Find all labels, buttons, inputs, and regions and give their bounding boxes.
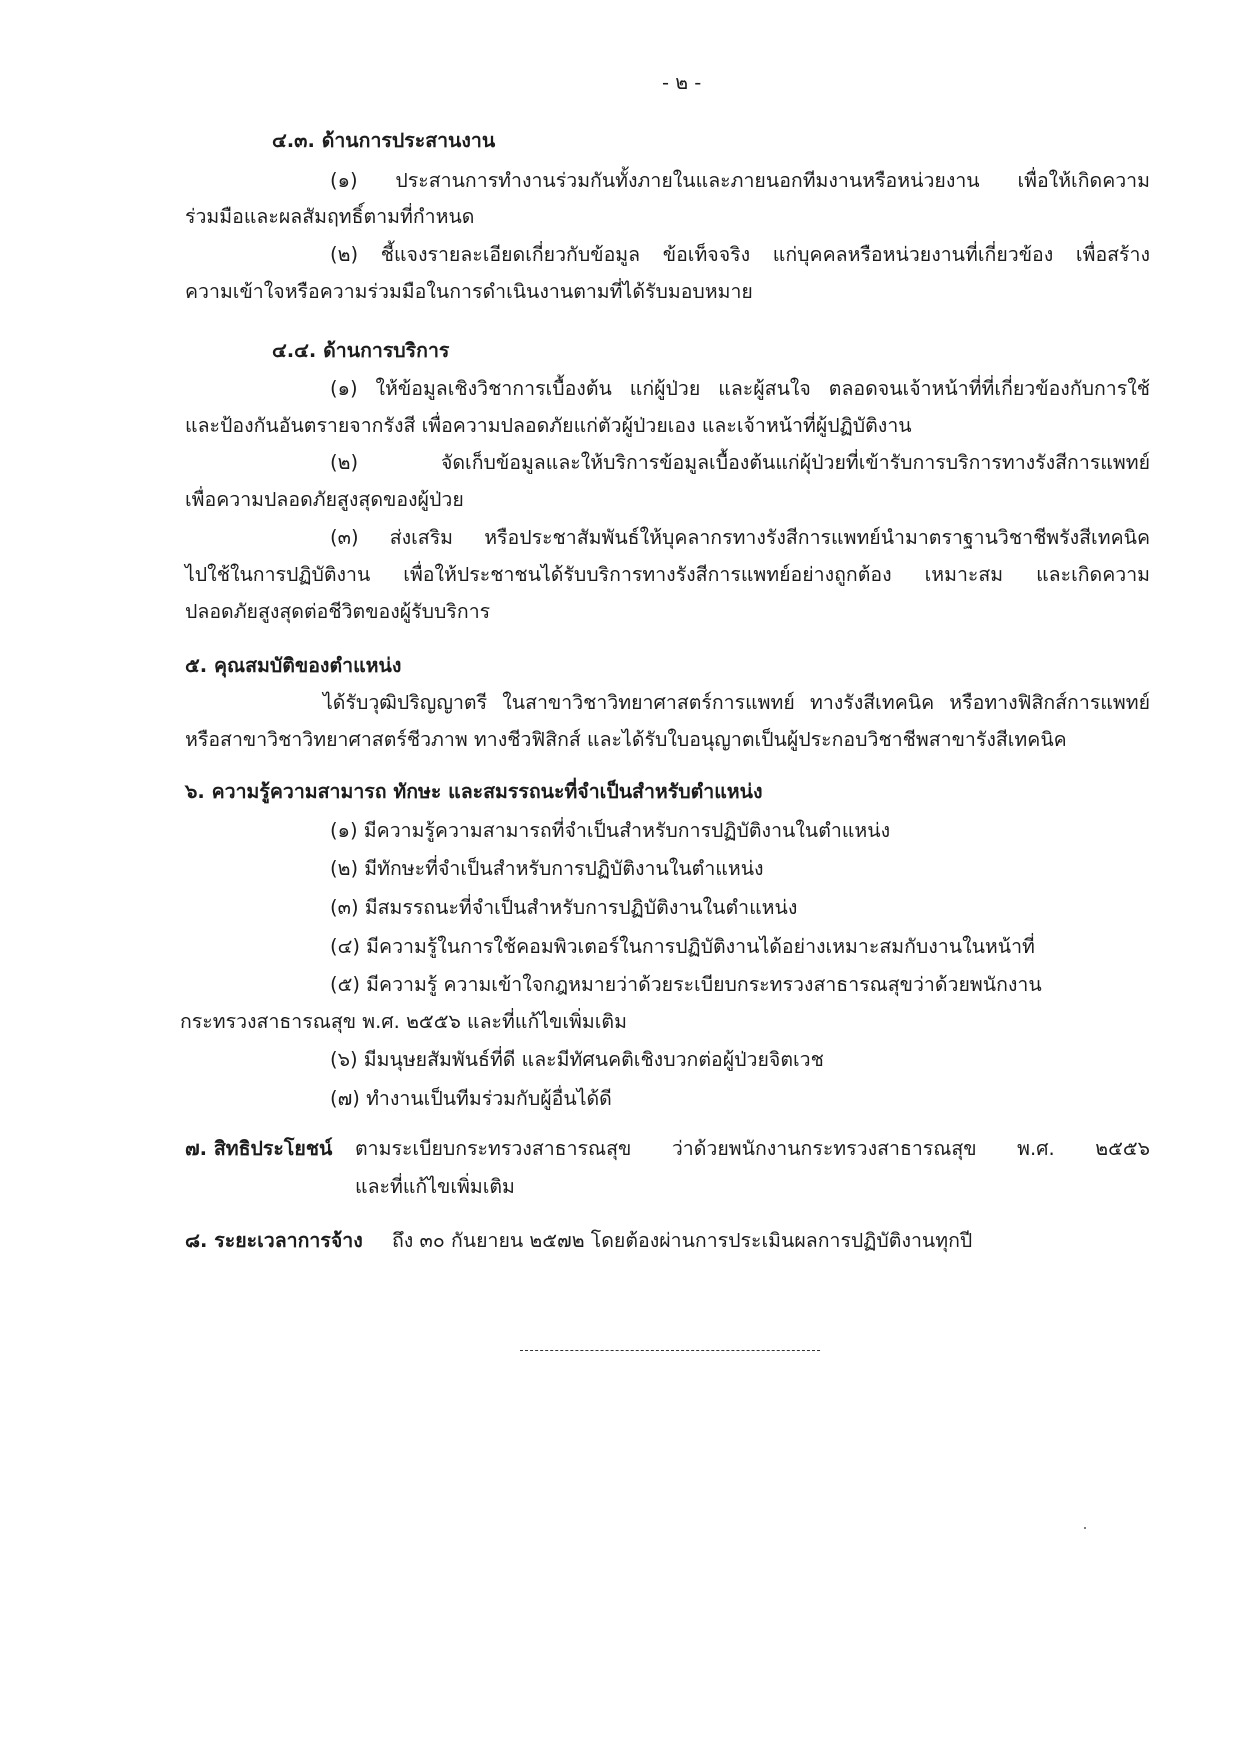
section-4-3-heading: ๔.๓. ด้านการประสานงาน [272, 129, 496, 152]
s6-item7: (๗) ทำงานเป็นทีมร่วมกับผู้อื่นได้ดี [330, 1087, 612, 1110]
s43-item1-line2: ร่วมมือและผลสัมฤทธิ์ตามที่กำหนด [185, 205, 475, 228]
s8-text: ถึง ๓๐ กันยายน ๒๕๗๒ โดยต้องผ่านการประเมินผลการปฏิบัติงานทุกปี [392, 1229, 973, 1252]
s44-item1-line1: (๑) ให้ข้อมูลเชิงวิชาการเบื้องต้น แก่ผู้ป่วย และผู้สนใจ ตลอดจนเจ้าหน้าที่ที่เกี่ยวข้องกับการใช้ [330, 377, 1150, 400]
s43-item1-line1: (๑) ประสานการทำงานร่วมกันทั้งภายในและภายนอกทีมงานหรือหน่วยงาน เพื่อให้เกิดความ [330, 169, 1150, 192]
section-8-heading: ๘. ระยะเวลาการจ้าง [185, 1229, 363, 1252]
end-divider [520, 1350, 820, 1351]
section-6-heading: ๖. ความรู้ความสามารถ ทักษะ และสมรรถนะที่จำเป็นสำหรับตำแหน่ง [185, 780, 763, 803]
s6-item2: (๒) มีทักษะที่จำเป็นสำหรับการปฏิบัติงานในตำแหน่ง [330, 857, 764, 880]
s44-item2-line1: (๒) จัดเก็บข้อมูลและให้บริการข้อมูลเบื้องต้นแก่ผุ้ป่วยที่เข้ารับการบริการทางรังสีการแพทย์ [330, 451, 1150, 474]
s6-item6: (๖) มีมนุษยสัมพันธ์ที่ดี และมีทัศนคติเชิงบวกต่อผู้ป่วยจิตเวช [330, 1048, 824, 1071]
s6-item3: (๓) มีสมรรถนะที่จำเป็นสำหรับการปฏิบัติงานในตำแหน่ง [330, 896, 798, 919]
s6-item5-line2: กระทรวงสาธารณสุข พ.ศ. ๒๕๕๖ และที่แก้ไขเพิ่มเติม [180, 1010, 627, 1033]
s7-line1: ตามระเบียบกระทรวงสาธารณสุข ว่าด้วยพนักงานกระทรวงสาธารณสุข พ.ศ. ๒๕๕๖ [355, 1137, 1150, 1160]
s44-item3-line2: ไปใช้ในการปฏิบัติงาน เพื่อให้ประชาชนได้รับบริการทางรังสีการแพทย์อย่างถูกต้อง เหมาะสม และเกิดความ [185, 563, 1150, 586]
s6-item5-line1: (๕) มีความรู้ ความเข้าใจกฎหมายว่าด้วยระเบียบกระทรวงสาธารณสุขว่าด้วยพนักงาน [330, 973, 1042, 996]
s44-item3-line1: (๓) ส่งเสริม หรือประชาสัมพันธ์ให้บุคลากรทางรังสีการแพทย์นำมาตราฐานวิชาชีพรังสีเทคนิค [330, 526, 1150, 549]
s5-line2: หรือสาขาวิชาวิทยาศาสตร์ชีวภาพ ทางชีวฟิสิกส์ และได้รับใบอนุญาตเป็นผู้ประกอบวิชาชีพสาขารังสีเทคนิค [185, 728, 1067, 751]
s5-line1: ได้รับวุฒิปริญญาตรี ในสาขาวิชาวิทยาศาสตร์การแพทย์ ทางรังสีเทคนิค หรือทางฟิสิกส์การแพทย์ [323, 691, 1150, 714]
section-4-4-heading: ๔.๔. ด้านการบริการ [272, 339, 450, 362]
s6-item4: (๔) มีความรู้ในการใช้คอมพิวเตอร์ในการปฏิบัติงานได้อย่างเหมาะสมกับงานในหน้าที่ [330, 935, 1035, 958]
s44-item3-line3: ปลอดภัยสูงสุดต่อชีวิตของผู้รับบริการ [185, 600, 491, 623]
section-7-heading: ๗. สิทธิประโยชน์ [185, 1137, 333, 1160]
s44-item1-line2: และป้องกันอันตรายจากรังสี เพื่อความปลอดภัยแก่ตัวผู้ป่วยเอง และเจ้าหน้าที่ผู้ปฏิบัติงาน [185, 414, 912, 437]
section-5-heading: ๕. คุณสมบัติของตำแหน่ง [185, 654, 402, 677]
s7-line2: และที่แก้ไขเพิ่มเติม [355, 1175, 515, 1198]
s6-item1: (๑) มีความรู้ความสามารถที่จำเป็นสำหรับการปฏิบัติงานในตำแหน่ง [330, 819, 891, 842]
s43-item2-line2: ความเข้าใจหรือความร่วมมือในการดำเนินงานตามที่ได้รับมอบหมาย [185, 280, 753, 303]
s44-item2-line2: เพื่อความปลอดภัยสูงสุดของผู้ป่วย [185, 488, 464, 511]
scan-speck [1084, 1527, 1086, 1529]
s43-item2-line1: (๒) ชี้แจงรายละเอียดเกี่ยวกับข้อมูล ข้อเท็จจริง แก่บุคคลหรือหน่วยงานที่เกี่ยวข้อง เพื่อสร้าง [330, 243, 1150, 266]
page-number: - ๒ - [662, 71, 702, 94]
